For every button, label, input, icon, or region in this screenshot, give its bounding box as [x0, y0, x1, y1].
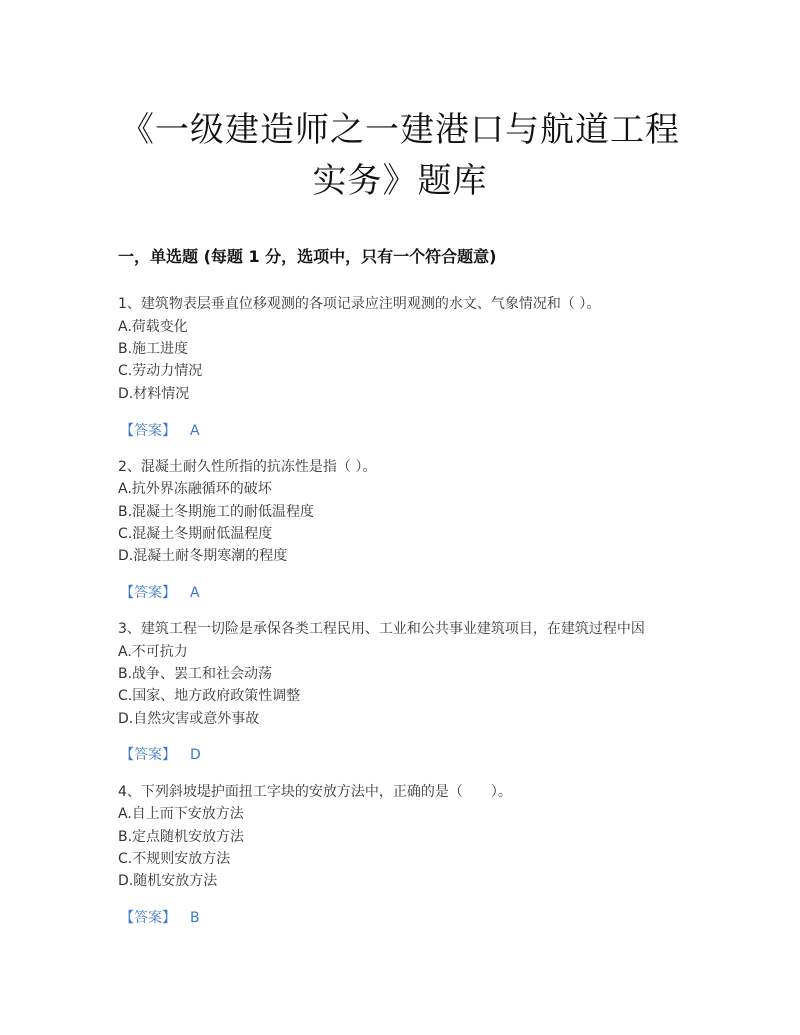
- question-2-option-a: A.抗外界冻融循环的破坏: [118, 481, 272, 497]
- question-3-stem: 3、建筑工程一切险是承保各类工程民用、工业和公共事业建筑项目，在建筑过程中因: [118, 621, 645, 637]
- answer-value: D: [190, 747, 201, 763]
- question-2-option-d: D.混凝土耐冬期寒潮的程度: [118, 548, 288, 564]
- document-title-line-2: 实务》题库: [312, 161, 488, 201]
- question-1-answer: [120, 421, 200, 441]
- answer-label: 【答案】: [120, 585, 176, 601]
- question-1-option-b: B.施工进度: [118, 341, 189, 357]
- question-2-answer: [120, 583, 200, 603]
- question-3-option-b: B.战争、罢工和社会动荡: [118, 666, 273, 682]
- question-4-option-b: B.定点随机安放方法: [118, 829, 245, 845]
- document-title-line-1: 《一级建造师之一建港口与航道工程: [120, 110, 680, 150]
- question-4-answer: [120, 908, 200, 928]
- question-1-option-c: C.劳动力情况: [118, 363, 203, 379]
- question-2-stem: 2、混凝土耐久性所指的抗冻性是指（ ）。: [118, 459, 377, 475]
- question-1-stem: 1、建筑物表层垂直位移观测的各项记录应注明观测的水文、气象情况和（ ）。: [118, 296, 601, 312]
- question-1-option-a: A.荷载变化: [118, 319, 188, 335]
- answer-value: B: [190, 910, 200, 926]
- answer-label: 【答案】: [120, 747, 176, 763]
- question-3-option-a: A.不可抗力: [118, 644, 188, 660]
- answer-value: A: [190, 423, 200, 439]
- question-2-option-b: B.混凝土冬期施工的耐低温程度: [118, 504, 315, 520]
- question-2-option-c: C.混凝土冬期耐低温程度: [118, 526, 273, 542]
- question-3-answer: [120, 745, 201, 765]
- question-4-option-d: D.随机安放方法: [118, 873, 218, 889]
- question-4-stem: 4、下列斜坡堤护面扭工字块的安放方法中，正确的是（ ）。: [118, 784, 512, 800]
- question-1-option-d: D.材料情况: [118, 386, 190, 402]
- answer-label: 【答案】: [120, 423, 176, 439]
- question-4-option-a: A.自上而下安放方法: [118, 806, 244, 822]
- question-4-option-c: C.不规则安放方法: [118, 851, 231, 867]
- question-3-option-c: C.国家、地方政府政策性调整: [118, 688, 301, 704]
- answer-label: 【答案】: [120, 910, 176, 926]
- answer-value: A: [190, 585, 200, 601]
- section-title: 一，单选题 (每题 1 分，选项中，只有一个符合题意): [118, 247, 497, 266]
- question-3-option-d: D.自然灾害或意外事故: [118, 711, 260, 727]
